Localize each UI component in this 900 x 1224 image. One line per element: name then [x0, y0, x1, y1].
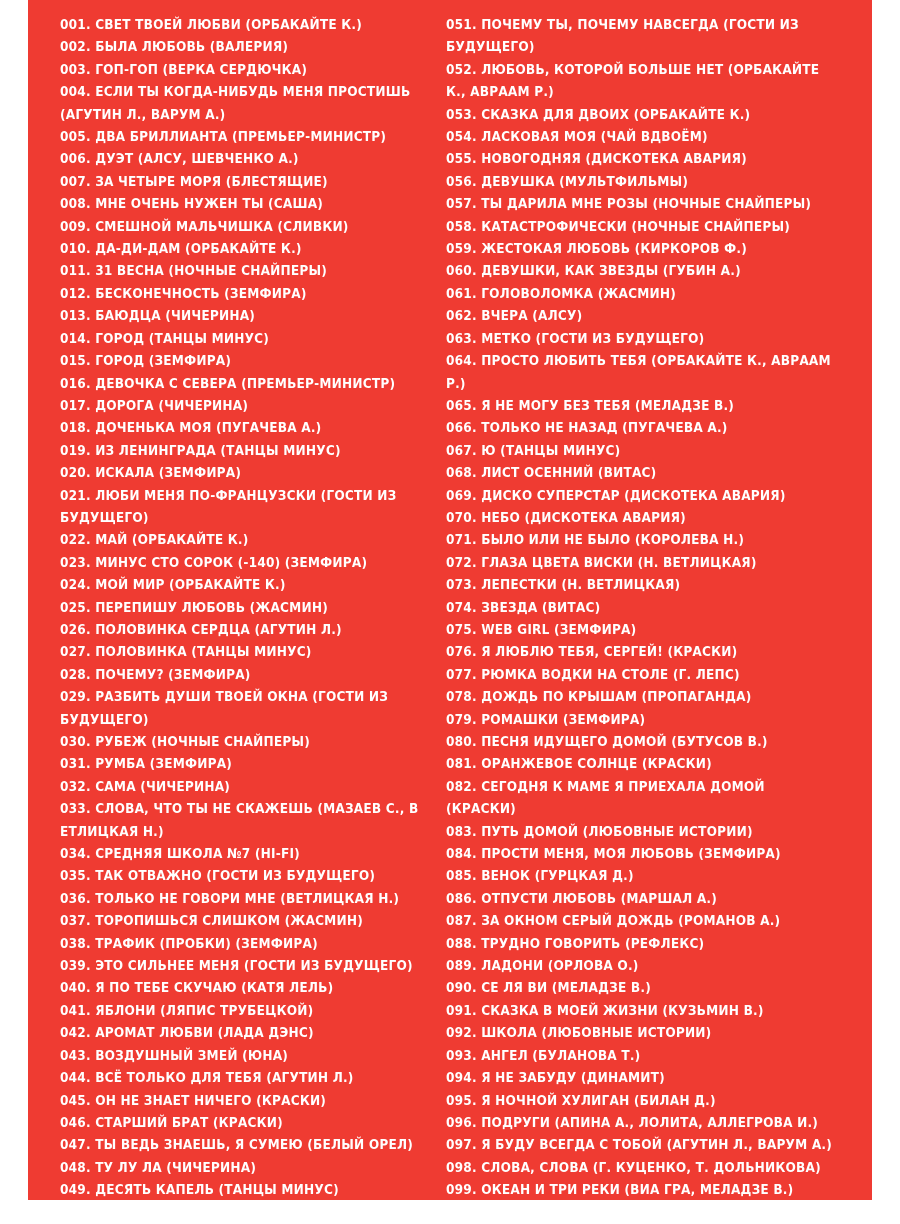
list-item: 062. ВЧЕРА (АЛСУ): [446, 308, 583, 325]
list-item: 080. ПЕСНЯ ИДУЩЕГО ДОМОЙ (БУТУСОВ В.): [446, 734, 768, 750]
list-item: 065. Я НЕ МОГУ БЕЗ ТЕБЯ (МЕЛАДЗЕ В.): [446, 397, 735, 414]
list-item: 040. Я ПО ТЕБЕ СКУЧАЮ (КАТЯ ЛЕЛЬ): [60, 980, 334, 997]
list-item: 084. ПРОСТИ МЕНЯ, МОЯ ЛЮБОВЬ (ЗЕМФИРА): [446, 846, 781, 863]
list-item: 073. ЛЕПЕСТКИ (Н. ВЕТЛИЦКАЯ): [446, 577, 681, 594]
list-item: 023. МИНУС СТО СОРОК (-140) (ЗЕМФИРА): [60, 554, 368, 571]
list-item: 050. ХОЛОДНО (ПРОПАГАНДА): [60, 1204, 283, 1221]
list-item: 044. ВСЁ ТОЛЬКО ДЛЯ ТЕБЯ (АГУТИН Л.): [60, 1070, 354, 1087]
list-item: 046. СТАРШИЙ БРАТ (КРАСКИ): [60, 1114, 283, 1131]
list-item: 072. ГЛАЗА ЦВЕТА ВИСКИ (Н. ВЕТЛИЦКАЯ): [446, 554, 757, 571]
list-item: 036. ТОЛЬКО НЕ ГОВОРИ МНЕ (ВЕТЛИЦКАЯ Н.): [60, 890, 400, 907]
list-item: 079. РОМАШКИ (ЗЕМФИРА): [446, 711, 646, 728]
list-item: 077. РЮМКА ВОДКИ НА СТОЛЕ (Г. ЛЕПС): [446, 666, 740, 683]
list-item: 092. ШКОЛА (ЛЮБОВНЫЕ ИСТОРИИ): [446, 1025, 712, 1042]
list-item: 038. ТРАФИК (ПРОБКИ) (ЗЕМФИРА): [60, 935, 318, 952]
list-item: 053. СКАЗКА ДЛЯ ДВОИХ (ОРБАКАЙТЕ К.): [446, 106, 751, 123]
list-item: 089. ЛАДОНИ (ОРЛОВА О.): [446, 958, 639, 975]
list-item: 009. СМЕШНОЙ МАЛЬЧИШКА (СЛИВКИ): [60, 218, 349, 235]
song-list-right-column: [446, 14, 838, 1224]
list-item: 047. ТЫ ВЕДЬ ЗНАЕШЬ, Я СУМЕЮ (БЕЛЫЙ ОРЕЛ): [60, 1137, 413, 1154]
list-item: 022. МАЙ (ОРБАКАЙТЕ К.): [60, 532, 249, 549]
list-item: 060. ДЕВУШКИ, КАК ЗВЕЗДЫ (ГУБИН А.): [446, 263, 741, 280]
list-item: 041. ЯБЛОНИ (ЛЯПИС ТРУБЕЦКОЙ): [60, 1002, 314, 1019]
list-item: 039. ЭТО СИЛЬНЕЕ МЕНЯ (ГОСТИ ИЗ БУДУЩЕГО): [60, 958, 413, 975]
list-item: 048. ТУ ЛУ ЛА (ЧИЧЕРИНА): [60, 1159, 257, 1176]
list-item: 025. ПЕРЕПИШУ ЛЮБОВЬ (ЖАСМИН): [60, 599, 328, 616]
list-item: 042. АРОМАТ ЛЮБВИ (ЛАДА ДЭНС): [60, 1025, 314, 1042]
list-item: 078. ДОЖДЬ ПО КРЫШАМ (ПРОПАГАНДА): [446, 689, 752, 706]
list-item: 001. СВЕТ ТВОЕЙ ЛЮБВИ (ОРБАКАЙТЕ К.): [60, 17, 362, 33]
song-list-left-column: [60, 14, 448, 1224]
list-item: 031. РУМБА (ЗЕМФИРА): [60, 756, 233, 773]
list-item: 013. БАЮДЦА (ЧИЧЕРИНА): [60, 308, 256, 325]
list-item: 020. ИСКАЛА (ЗЕМФИРА): [60, 465, 242, 482]
list-item: 043. ВОЗДУШНЫЙ ЗМЕЙ (ЮНА): [60, 1047, 289, 1064]
list-item: 066. ТОЛЬКО НЕ НАЗАД (ПУГАЧЕВА А.): [446, 420, 728, 437]
list-item: 064. ПРОСТО ЛЮБИТЬ ТЕБЯ (ОРБАКАЙТЕ К., АВРААМ Р.): [446, 353, 831, 392]
list-item: 094. Я НЕ ЗАБУДУ (ДИНАМИТ): [446, 1070, 665, 1087]
list-item: 098. СЛОВА, СЛОВА (Г. КУЦЕНКО, Т. ДОЛЬНИКОВА): [446, 1159, 821, 1176]
list-item: 090. СЕ ЛЯ ВИ (МЕЛАДЗЕ В.): [446, 980, 651, 997]
list-item: 055. НОВОГОДНЯЯ (ДИСКОТЕКА АВАРИЯ): [446, 151, 747, 168]
list-item: 049. ДЕСЯТЬ КАПЕЛЬ (ТАНЦЫ МИНУС): [60, 1182, 339, 1199]
list-item: 091. СКАЗКА В МОЕЙ ЖИЗНИ (КУЗЬМИН В.): [446, 1002, 764, 1019]
list-item: 095. Я НОЧНОЙ ХУЛИГАН (БИЛАН Д.): [446, 1092, 716, 1109]
list-item: 021. ЛЮБИ МЕНЯ ПО-ФРАНЦУЗСКИ (ГОСТИ ИЗ БУДУЩЕГО): [60, 487, 397, 526]
list-item: 019. ИЗ ЛЕНИНГРАДА (ТАНЦЫ МИНУС): [60, 442, 341, 459]
list-item: 014. ГОРОД (ТАНЦЫ МИНУС): [60, 330, 270, 347]
list-item: 005. ДВА БРИЛЛИАНТА (ПРЕМЬЕР-МИНИСТР): [60, 129, 387, 146]
list-item: 002. БЫЛА ЛЮБОВЬ (ВАЛЕРИЯ): [60, 39, 289, 56]
list-item: 068. ЛИСТ ОСЕННИЙ (ВИТАС): [446, 465, 657, 482]
list-item: 063. МЕТКО (ГОСТИ ИЗ БУДУЩЕГО): [446, 330, 705, 347]
list-item: 017. ДОРОГА (ЧИЧЕРИНА): [60, 397, 249, 414]
list-item: 037. ТОРОПИШЬСЯ СЛИШКОМ (ЖАСМИН): [60, 913, 363, 930]
list-item: 070. НЕБО (ДИСКОТЕКА АВАРИЯ): [446, 509, 686, 526]
list-item: 075. WEB GIRL (ЗЕМФИРА): [446, 621, 637, 638]
list-item: 081. ОРАНЖЕВОЕ СОЛНЦЕ (КРАСКИ): [446, 756, 712, 773]
list-item: 033. СЛОВА, ЧТО ТЫ НЕ СКАЖЕШЬ (МАЗАЕВ С., В ЕТЛИЦКАЯ Н.): [60, 801, 419, 840]
list-item: 088. ТРУДНО ГОВОРИТЬ (РЕФЛЕКС): [446, 935, 705, 952]
list-item: 003. ГОП-ГОП (ВЕРКА СЕРДЮЧКА): [60, 61, 308, 78]
list-item: 093. АНГЕЛ (БУЛАНОВА Т.): [446, 1047, 641, 1064]
list-item: 085. ВЕНОК (ГУРЦКАЯ Д.): [446, 868, 634, 885]
list-item: 071. БЫЛО ИЛИ НЕ БЫЛО (КОРОЛЕВА Н.): [446, 532, 745, 549]
list-item: 018. ДОЧЕНЬКА МОЯ (ПУГАЧЕВА А.): [60, 420, 322, 437]
list-item: 069. ДИСКО СУПЕРСТАР (ДИСКОТЕКА АВАРИЯ): [446, 487, 786, 504]
list-item: 076. Я ЛЮБЛЮ ТЕБЯ, СЕРГЕЙ! (КРАСКИ): [446, 644, 738, 661]
list-item: 034. СРЕДНЯЯ ШКОЛА №7 (HI-FI): [60, 846, 300, 863]
list-item: 061. ГОЛОВОЛОМКА (ЖАСМИН): [446, 285, 676, 302]
list-item: 016. ДЕВОЧКА С СЕВЕРА (ПРЕМЬЕР-МИНИСТР): [60, 375, 396, 392]
list-item: 032. САМА (ЧИЧЕРИНА): [60, 778, 231, 795]
list-item: 096. ПОДРУГИ (АПИНА А., ЛОЛИТА, АЛЛЕГРОВА И.): [446, 1114, 819, 1131]
list-item: 082. СЕГОДНЯ К МАМЕ Я ПРИЕХАЛА ДОМОЙ (КРАСКИ): [446, 778, 765, 818]
list-item: 052. ЛЮБОВЬ, КОТОРОЙ БОЛЬШЕ НЕТ (ОРБАКАЙТЕ К., АВРААМ Р.): [446, 61, 820, 101]
list-item: 004. ЕСЛИ ТЫ КОГДА-НИБУДЬ МЕНЯ ПРОСТИШЬ (АГУТИН Л., ВАРУМ А.): [60, 84, 411, 123]
list-item: 097. Я БУДУ ВСЕГДА С ТОБОЙ (АГУТИН Л., ВАРУМ А.): [446, 1137, 832, 1154]
list-item: 099. ОКЕАН И ТРИ РЕКИ (ВИА ГРА, МЕЛАДЗЕ В.): [446, 1182, 794, 1199]
list-item: 008. МНЕ ОЧЕНЬ НУЖЕН ТЫ (САША): [60, 196, 324, 213]
list-item: 054. ЛАСКОВАЯ МОЯ (ЧАЙ ВДВОЁМ): [446, 129, 708, 146]
list-item: 057. ТЫ ДАРИЛА МНЕ РОЗЫ (НОЧНЫЕ СНАЙПЕРЫ): [446, 196, 812, 213]
list-item: 059. ЖЕСТОКАЯ ЛЮБОВЬ (КИРКОРОВ Ф.): [446, 241, 747, 258]
list-item: 030. РУБЕЖ (НОЧНЫЕ СНАЙПЕРЫ): [60, 734, 310, 750]
list-item: 051. ПОЧЕМУ ТЫ, ПОЧЕМУ НАВСЕГДА (ГОСТИ ИЗ БУДУЩЕГО): [446, 17, 799, 56]
list-item: 067. Ю (ТАНЦЫ МИНУС): [446, 442, 621, 459]
list-item: 056. ДЕВУШКА (МУЛЬТФИЛЬМЫ): [446, 173, 689, 190]
list-item: 083. ПУТЬ ДОМОЙ (ЛЮБОВНЫЕ ИСТОРИИ): [446, 823, 753, 840]
list-item: 027. ПОЛОВИНКА (ТАНЦЫ МИНУС): [60, 644, 312, 661]
list-item: 028. ПОЧЕМУ? (ЗЕМФИРА): [60, 666, 251, 683]
list-item: 029. РАЗБИТЬ ДУШИ ТВОЕЙ ОКНА (ГОСТИ ИЗ БУДУЩЕГО): [60, 689, 389, 728]
list-item: 058. КАТАСТРОФИЧЕСКИ (НОЧНЫЕ СНАЙПЕРЫ): [446, 218, 791, 235]
list-item: 026. ПОЛОВИНКА СЕРДЦА (АГУТИН Л.): [60, 621, 342, 638]
list-item: 011. 31 ВЕСНА (НОЧНЫЕ СНАЙПЕРЫ): [60, 263, 328, 280]
list-item: 045. ОН НЕ ЗНАЕТ НИЧЕГО (КРАСКИ): [60, 1092, 327, 1109]
list-item: 074. ЗВЕЗДА (ВИТАС): [446, 599, 601, 616]
list-item: 007. ЗА ЧЕТЫРЕ МОРЯ (БЛЕСТЯЩИЕ): [60, 173, 328, 190]
list-item: 086. ОТПУСТИ ЛЮБОВЬ (МАРШАЛ А.): [446, 890, 717, 907]
list-item: 015. ГОРОД (ЗЕМФИРА): [60, 353, 232, 370]
list-item: 012. БЕСКОНЕЧНОСТЬ (ЗЕМФИРА): [60, 285, 307, 302]
list-item: 024. МОЙ МИР (ОРБАКАЙТЕ К.): [60, 577, 286, 594]
list-item: 010. ДА-ДИ-ДАМ (ОРБАКАЙТЕ К.): [60, 241, 302, 258]
list-item: 035. ТАК ОТВАЖНО (ГОСТИ ИЗ БУДУЩЕГО): [60, 868, 376, 885]
list-item: 087. ЗА ОКНОМ СЕРЫЙ ДОЖДЬ (РОМАНОВ А.): [446, 913, 781, 930]
list-item: 100. ВСЕ БУДЕТ ХОРОШО (ВЕРКА СЕРДЮЧКА): [446, 1204, 779, 1221]
list-item: 006. ДУЭТ (АЛСУ, ШЕВЧЕНКО А.): [60, 151, 299, 168]
song-list-sheet: [28, 0, 872, 1221]
